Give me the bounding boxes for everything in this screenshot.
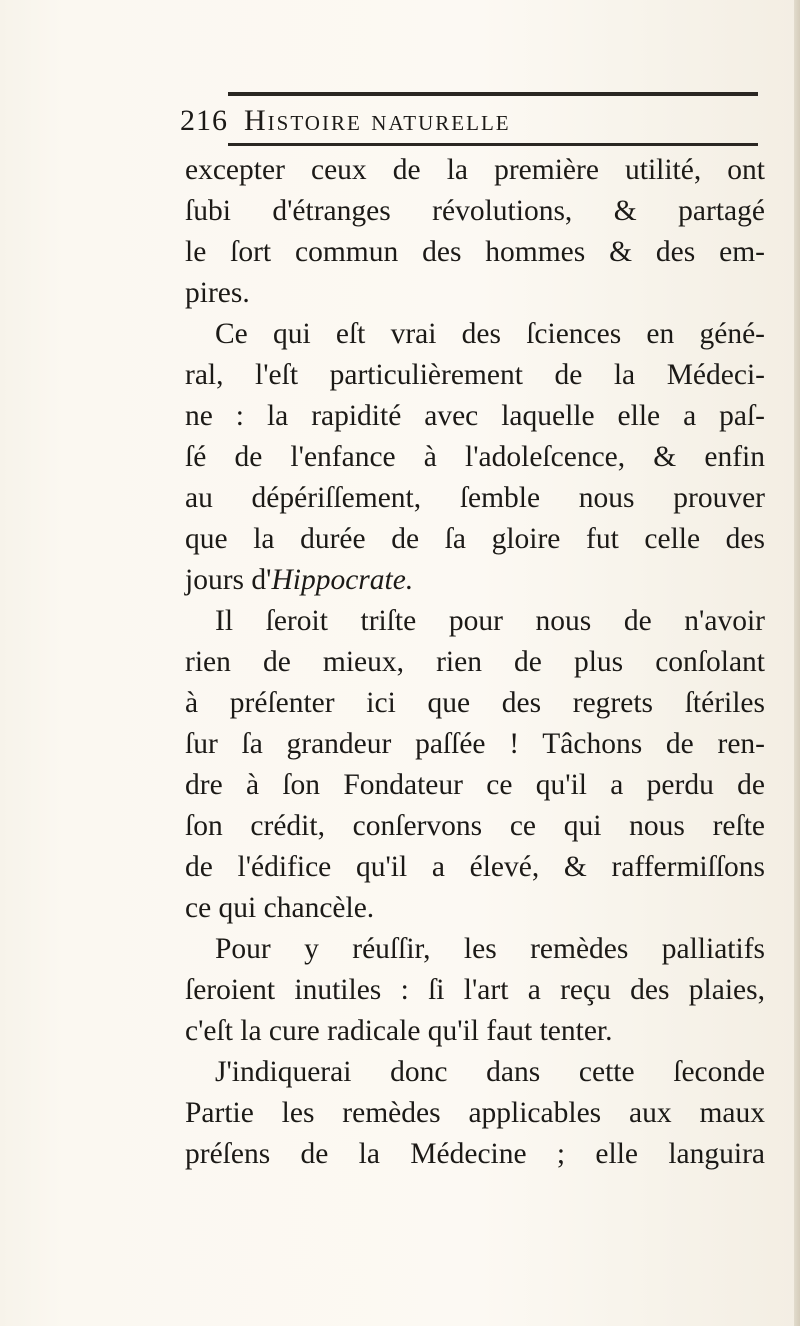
text-line: pires.	[185, 277, 250, 309]
text-fragment: jours d'	[185, 564, 272, 596]
text-line: ce qui chancèle.	[185, 892, 375, 924]
text-line: à préſenter ici que des regrets ſtériles	[185, 687, 765, 719]
text-line: c'eſt la cure radicale qu'il faut tenter.	[185, 1015, 613, 1047]
text-line: ſé de l'enfance à l'adoleſcence, & enfin	[185, 441, 765, 473]
text-line: Pour y réuſſir, les remèdes palliatifs	[215, 933, 765, 965]
page-number: 216	[180, 104, 228, 137]
text-line: préſens de la Médecine ; elle languira	[185, 1138, 765, 1170]
text-line-with-italic	[185, 560, 765, 601]
page-edge	[794, 0, 800, 1326]
top-rule	[228, 92, 758, 96]
text-line: J'indiquerai donc dans cette ſeconde	[215, 1056, 765, 1088]
text-line: au dépériſſement, ſemble nous prouver	[185, 482, 765, 514]
page-header	[180, 104, 760, 138]
text-line: Il ſeroit triſte pour nous de n'avoir	[215, 605, 765, 637]
text-line: excepter ceux de la première utilité, ont	[185, 154, 765, 186]
text-line: ral, l'eſt particulièrement de la Médeci-	[185, 359, 765, 391]
text-line: de l'édifice qu'il a élevé, & raffermiſſons	[185, 851, 765, 883]
text-line: rien de mieux, rien de plus conſolant	[185, 646, 765, 678]
text-line: ſur ſa grandeur paſſée ! Tâchons de ren-	[185, 728, 765, 760]
text-line: ſeroient inutiles : ſi l'art a reçu des plaies,	[185, 974, 765, 1006]
text-line: ſubi d'étranges révolutions, & partagé	[185, 195, 765, 227]
text-line: que la durée de ſa gloire fut celle des	[185, 523, 765, 555]
text-line: Ce qui eſt vrai des ſciences en géné-	[215, 318, 765, 350]
text-line: Partie les remèdes applicables aux maux	[185, 1097, 765, 1129]
text-line: dre à ſon Fondateur ce qu'il a perdu de	[185, 769, 765, 801]
running-title: Histoire naturelle	[244, 104, 511, 137]
italic-name: Hippocrate.	[271, 564, 414, 596]
text-line: le ſort commun des hommes & des em-	[185, 236, 765, 268]
text-line: ne : la rapidité avec laquelle elle a paſ-	[185, 400, 765, 432]
body-text	[185, 150, 765, 1175]
text-line: ſon crédit, conſervons ce qui nous reſte	[185, 810, 765, 842]
header-rule	[228, 143, 758, 146]
